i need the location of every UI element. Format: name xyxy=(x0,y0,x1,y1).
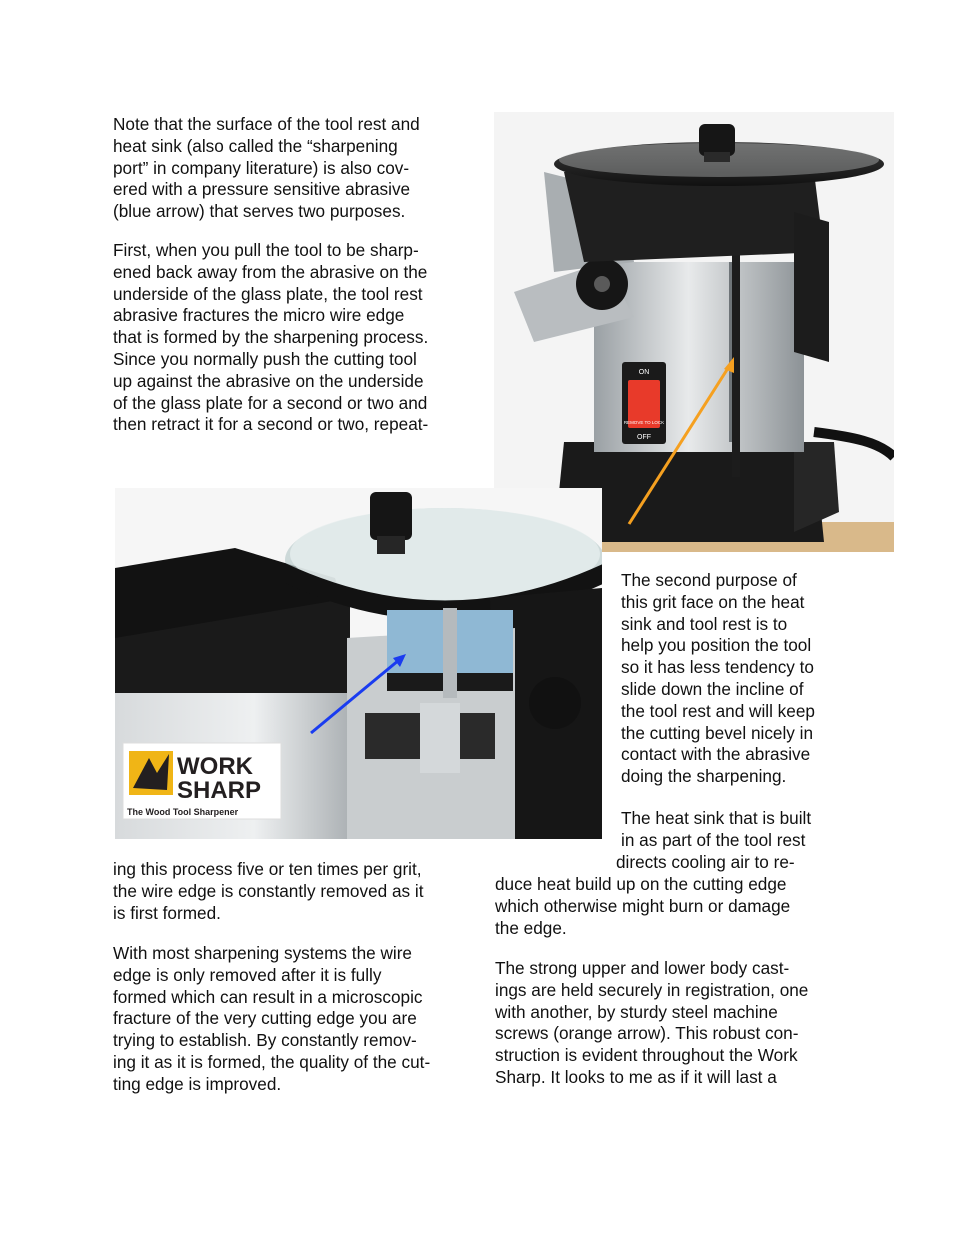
paragraph-heat-sink-indent: directs cooling air to re- xyxy=(616,852,795,872)
paragraph-body-castings: The strong upper and lower body cast- ings are held securely in registration, one with another, by sturdy steel machine screws (orange arrow). This robust con- struction is evident throughout the Work Sharp. It looks to me as if it will last a xyxy=(495,958,809,1087)
paragraph-first-purpose: First, when you pull the tool to be sharp- ened back away from the abrasive on the underside of the glass plate, the tool rest abrasive fractures the micro wire edge that is formed by the sharpening process. Since you normally push the cutting tool up against the abrasive on the underside of the glass plate for a second or two and then retract it for a second or two, repeat- xyxy=(113,240,429,435)
photo-front-view-drawing xyxy=(115,488,602,839)
paragraph-heat-sink-top: The heat sink that is built in as part of the tool rest xyxy=(621,808,812,850)
paragraph-other-systems: With most sharpening systems the wire edge is only removed after it is fully formed which can result in a microscopic fracture of the very cutting edge you are trying to establish. By constantly remov- ing it as it is formed, the quality of the cut- ting edge is improved. xyxy=(113,943,431,1094)
logo-sharp-text: SHARP xyxy=(177,777,262,804)
paragraph-wire-edge-removed: ing this process five or ten times per grit, the wire edge is constantly removed as it is first formed. xyxy=(113,859,424,923)
photo-side-view-drawing xyxy=(494,112,894,552)
photo-side-view xyxy=(494,112,894,552)
switch-on-label: ON xyxy=(638,369,650,376)
logo-tagline-text: The Wood Tool Sharpener xyxy=(127,807,239,817)
logo-work-text: WORK xyxy=(177,753,253,780)
photo-front-view xyxy=(115,488,602,839)
switch-warning-label: REMOVE TO LOCK xyxy=(623,420,665,425)
paragraph-heat-sink-rest: duce heat build up on the cutting edge which otherwise might burn or damage the edge. xyxy=(495,874,791,938)
switch-off-label: OFF xyxy=(637,434,651,441)
paragraph-second-purpose: The second purpose of this grit face on the heat sink and tool rest is to help you position the tool so it has less tendency to slide down the incline of the tool rest and will keep the cutting bevel nicely in contact with the abrasive doing the sharpening. xyxy=(621,570,815,787)
paragraph-sharpening-port: Note that the surface of the tool rest and heat sink (also called the “sharpening port” in company literature) is also cov- ered with a pressure sensitive abrasive (blue arrow) that serves two purposes. xyxy=(113,114,420,222)
